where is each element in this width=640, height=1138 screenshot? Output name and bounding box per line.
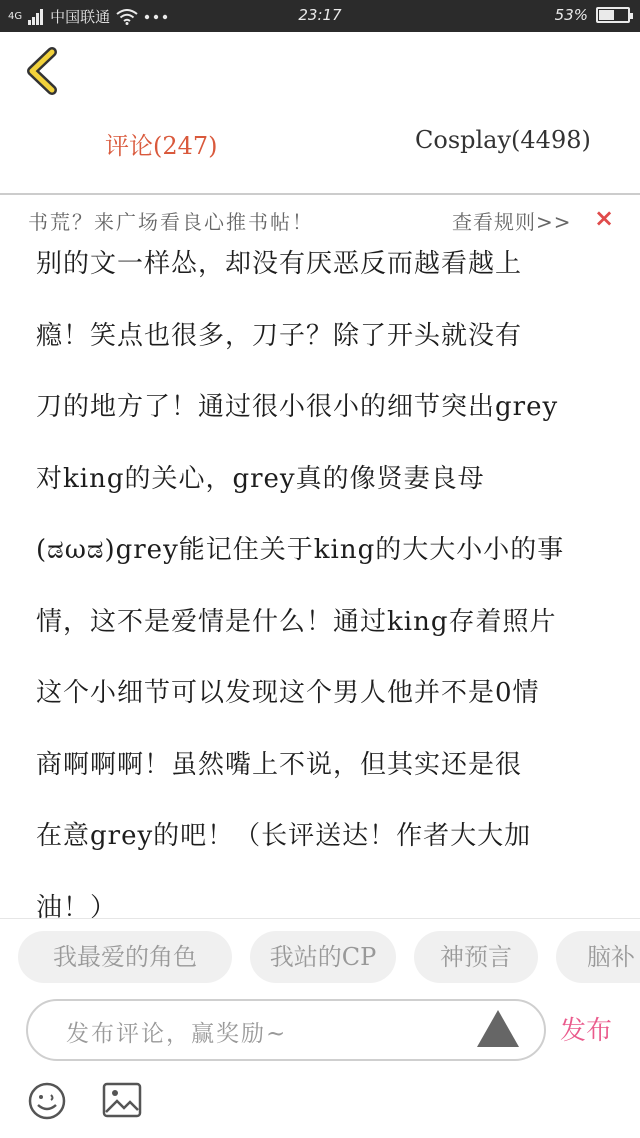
content-line: (ಡωಡ)grey能记住关于king的大大小小的事 — [36, 535, 565, 565]
quick-tags — [0, 918, 640, 997]
tab-comments[interactable]: 评论(247) — [105, 132, 218, 160]
publish-button[interactable]: 发布 — [560, 1016, 613, 1046]
image-icon[interactable] — [102, 1080, 142, 1120]
back-arrow-icon — [22, 46, 66, 96]
collapse-triangle-icon[interactable] — [474, 1007, 522, 1051]
bottom-toolbar — [0, 1080, 640, 1130]
content-line: 这个小细节可以发现这个男人他并不是0情 — [36, 678, 540, 708]
carrier-name: 中国联通 — [50, 8, 111, 26]
content-line: 商啊啊啊！虽然嘴上不说，但其实还是很 — [36, 749, 523, 780]
tag-imagination[interactable]: 脑补 — [556, 931, 640, 983]
comment-content — [36, 240, 606, 920]
status-time: 23:17 — [298, 6, 342, 24]
tag-prophecy[interactable]: 神预言 — [414, 931, 538, 983]
tag-my-cp[interactable]: 我站的CP — [250, 931, 396, 983]
tab-cosplay[interactable]: Cosplay(4498) — [415, 126, 591, 154]
close-icon[interactable]: × — [594, 204, 615, 232]
tag-favorite-character[interactable]: 我最爱的角色 — [18, 931, 232, 983]
content-line: 在意grey的吧！（长评送达！作者大大加 — [36, 821, 532, 851]
promo-banner — [0, 196, 640, 240]
status-bar — [0, 0, 640, 32]
network-type-label: 4G — [8, 11, 23, 22]
comment-placeholder: 发布评论，赢奖励~ — [66, 1021, 288, 1047]
content-line: 对king的关心，grey真的像贤妻良母 — [36, 463, 485, 494]
comment-input[interactable] — [26, 999, 546, 1061]
battery-icon — [596, 7, 630, 23]
battery-fill — [599, 10, 614, 20]
content-line: 情，这不是爱情是什么！通过king存着照片 — [36, 606, 557, 637]
emoji-icon[interactable] — [26, 1080, 68, 1122]
content-line: 刀的地方了！通过很小很小的细节突出grey — [36, 392, 559, 422]
content-line: 别的文一样怂，却没有厌恶反而越看越上 — [36, 249, 523, 279]
status-right — [555, 6, 630, 24]
view-rules-link[interactable]: 查看规则>> — [452, 210, 572, 234]
content-line: 瘾！笑点也很多，刀子？除了开头就没有 — [36, 320, 523, 351]
battery-percent: 53% — [554, 6, 588, 24]
banner-text[interactable]: 书荒？来广场看良心推书帖！ — [28, 210, 314, 234]
content-line: 油！） — [36, 892, 118, 920]
back-button[interactable] — [22, 46, 66, 96]
header-divider — [0, 193, 640, 195]
tab-bar — [0, 112, 640, 172]
